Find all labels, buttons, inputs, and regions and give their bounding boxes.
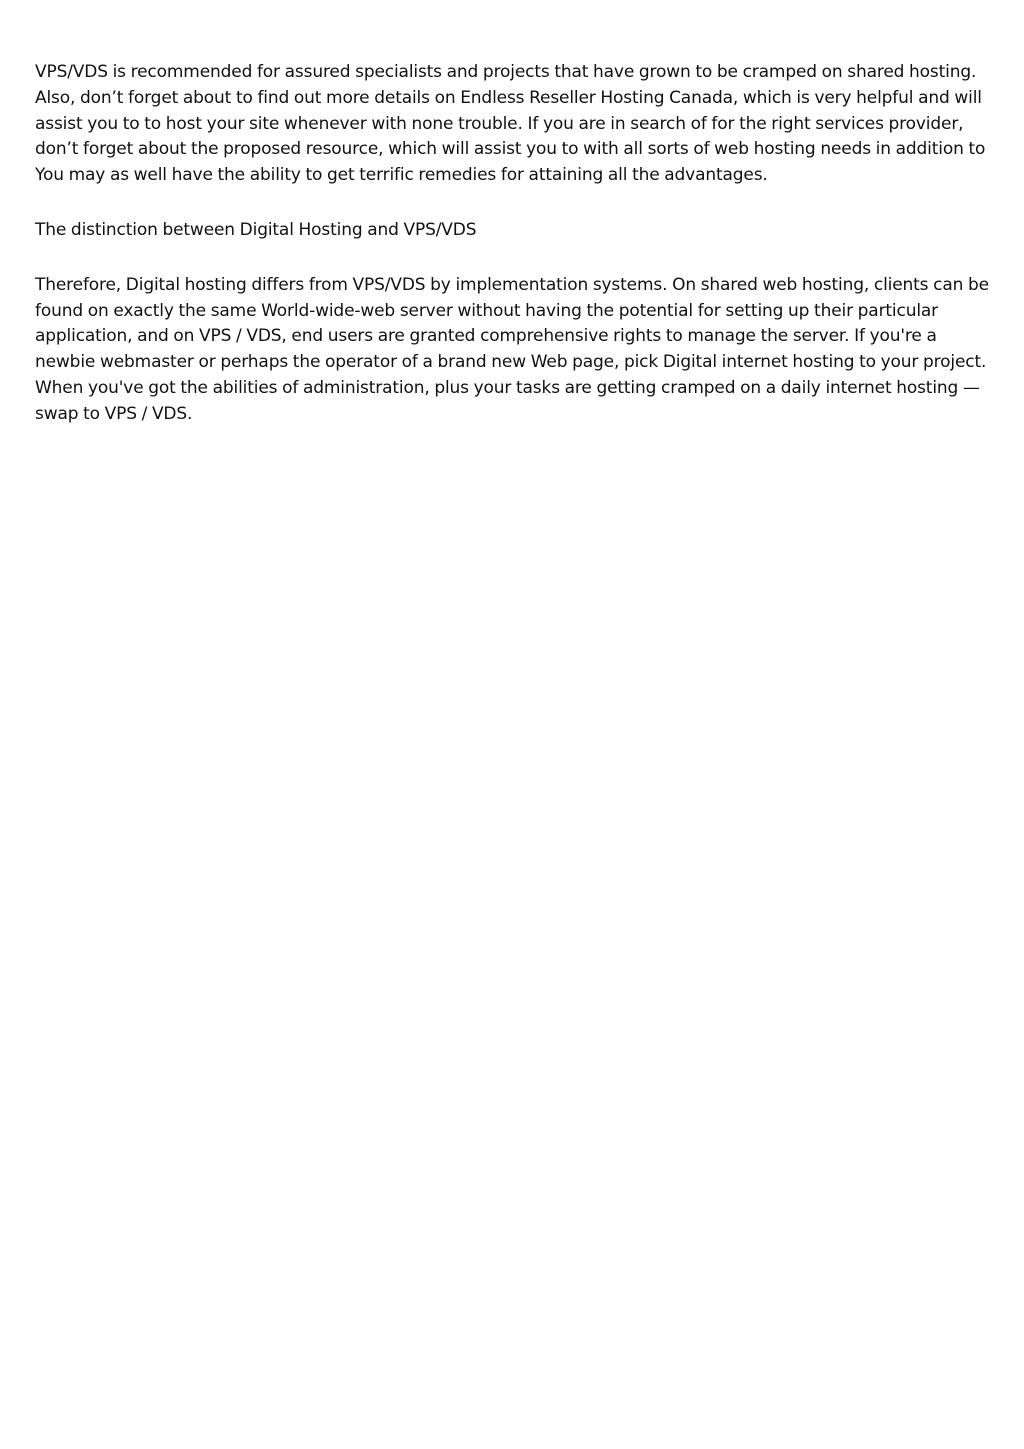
comparison-paragraph: Therefore, Digital hosting differs from VPS/VDS by implementation systems. On shared web hosting, clients can be found on exactly the same World-wide-web server without having the potential for setting up their particular application, and on VPS / VDS, end users are granted comprehensive rights to manage the server. If you're a newbie webmaster or perhaps the operator of a brand new Web page, pick Digital internet hosting to your project. When you've got the abilities of administration, plus your tasks are getting cramped on a daily internet hosting — swap to VPS / VDS. [35, 274, 989, 424]
intro-paragraph: VPS/VDS is recommended for assured specialists and projects that have grown to be cramped on shared hosting. Also, don’t forget about to find out more details on Endless Reseller Hosting Canada, which is very helpful and will assist you to to host your site whenever with none trouble. If you are in search of for the right services provider, don’t forget about the proposed resource, which will assist you to with all sorts of web hosting needs in addition to You may as well have the ability to get terrific remedies for attaining all the advantages. [35, 62, 986, 186]
section-heading: The distinction between Digital Hosting and VPS/VDS [35, 219, 477, 240]
document-body [35, 60, 995, 457]
